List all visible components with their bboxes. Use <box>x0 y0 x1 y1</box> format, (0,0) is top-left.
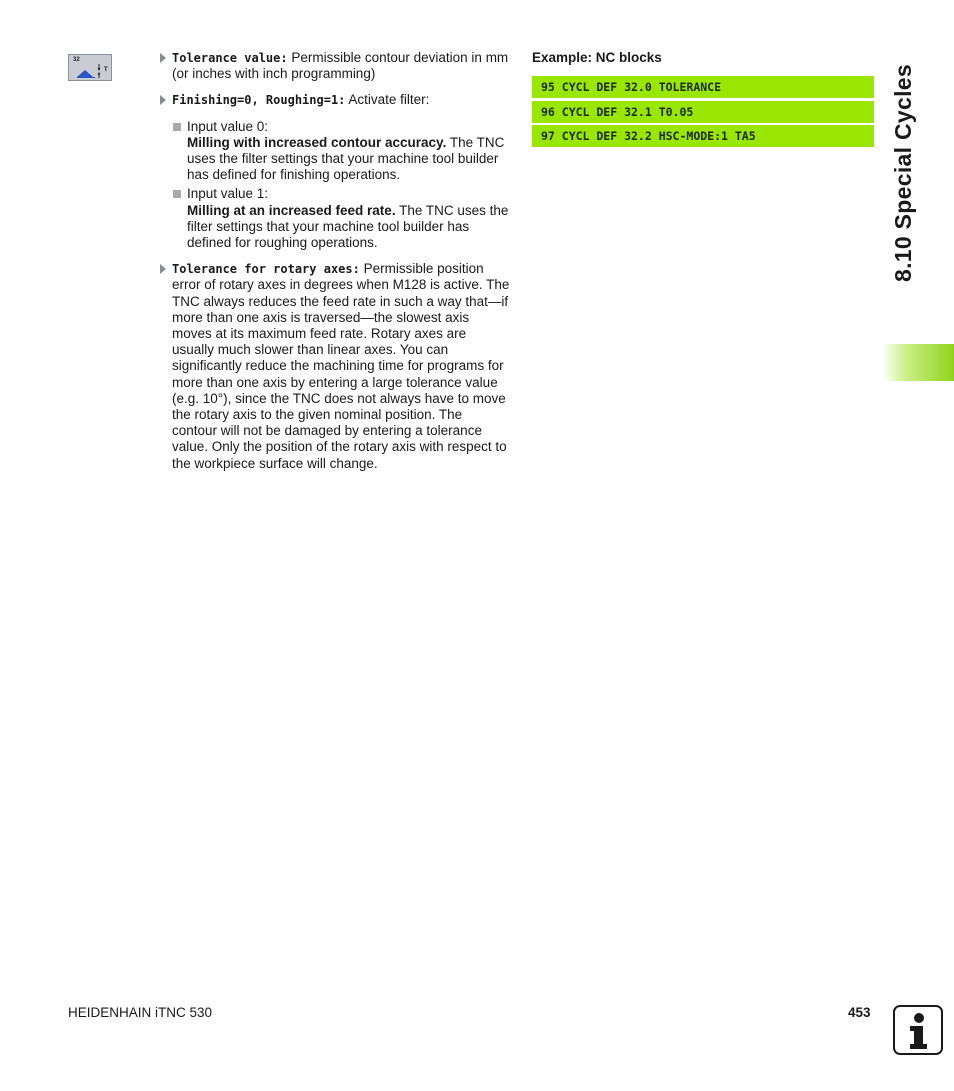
param-text: Permissible contour deviation in mm (or inches with inch programming) <box>172 50 509 82</box>
option-bold: Milling with increased contour accuracy. <box>187 134 447 150</box>
param-text: Activate filter: <box>345 92 430 108</box>
footer-product: HEIDENHAIN iTNC 530 <box>68 1005 213 1020</box>
triangle-bullet-icon <box>160 95 166 105</box>
option-description <box>187 203 510 252</box>
param-code: Tolerance value: <box>172 51 288 65</box>
triangle-bullet-icon <box>160 53 166 63</box>
nc-block: 96 CYCL DEF 32.1 T0.05 <box>532 101 874 123</box>
page-number: 453 <box>848 1005 871 1020</box>
example-title: Example: NC blocks <box>532 50 662 65</box>
param-filter <box>160 92 510 108</box>
param-code: Finishing=0, Roughing=1: <box>172 93 346 108</box>
option-label: Input value 1: <box>187 186 269 202</box>
option-label: Input value 0: <box>187 118 269 134</box>
triangle-bullet-icon <box>160 264 166 274</box>
softkey-number: 32 <box>73 57 80 63</box>
param-code: Tolerance for rotary axes: <box>172 262 360 277</box>
softkey-letter: T <box>104 67 108 73</box>
nc-block: 97 CYCL DEF 32.2 HSC-MODE:1 TA5 <box>532 125 874 147</box>
square-bullet-icon <box>173 190 181 198</box>
option-text: The TNC uses the filter settings that your machine tool builder has defined for roughing operations. <box>187 202 509 251</box>
nc-block: 95 CYCL DEF 32.0 TOLERANCE <box>532 76 874 98</box>
param-rotary-tolerance <box>160 261 510 472</box>
square-bullet-icon <box>173 123 181 131</box>
filter-option-1 <box>173 186 510 251</box>
option-bold: Milling at an increased feed rate. <box>187 202 396 218</box>
parameter-descriptions <box>160 50 510 472</box>
option-text: The TNC uses the filter settings that your machine tool builder has defined for finishing operations. <box>187 134 505 183</box>
param-text: Permissible position error of rotary axes in degrees when M128 is active. The TNC always reduces the feed rate in such a way that—if more than one axis is traversed—the slowest axis moves at its maximum feed rate. Rotary axes are usually much slower than linear axes. You can significantly reduce the machining time for programs for more than one axis by entering a large tolerance value (e.g. 10°), since the TNC does not always have to move the rotary axis to the given nominal position. The contour will not be damaged by entering a tolerance value. Only the position of the rotary axis with respect to the workpiece surface will change. <box>172 261 510 471</box>
param-tolerance-value <box>160 50 510 82</box>
chapter-title: 8.10 Special Cycles <box>890 64 916 282</box>
tolerance-softkey-icon <box>68 54 112 81</box>
chapter-tab <box>882 344 954 381</box>
filter-option-0 <box>173 119 510 184</box>
info-icon <box>893 1005 943 1055</box>
option-description <box>187 135 510 184</box>
